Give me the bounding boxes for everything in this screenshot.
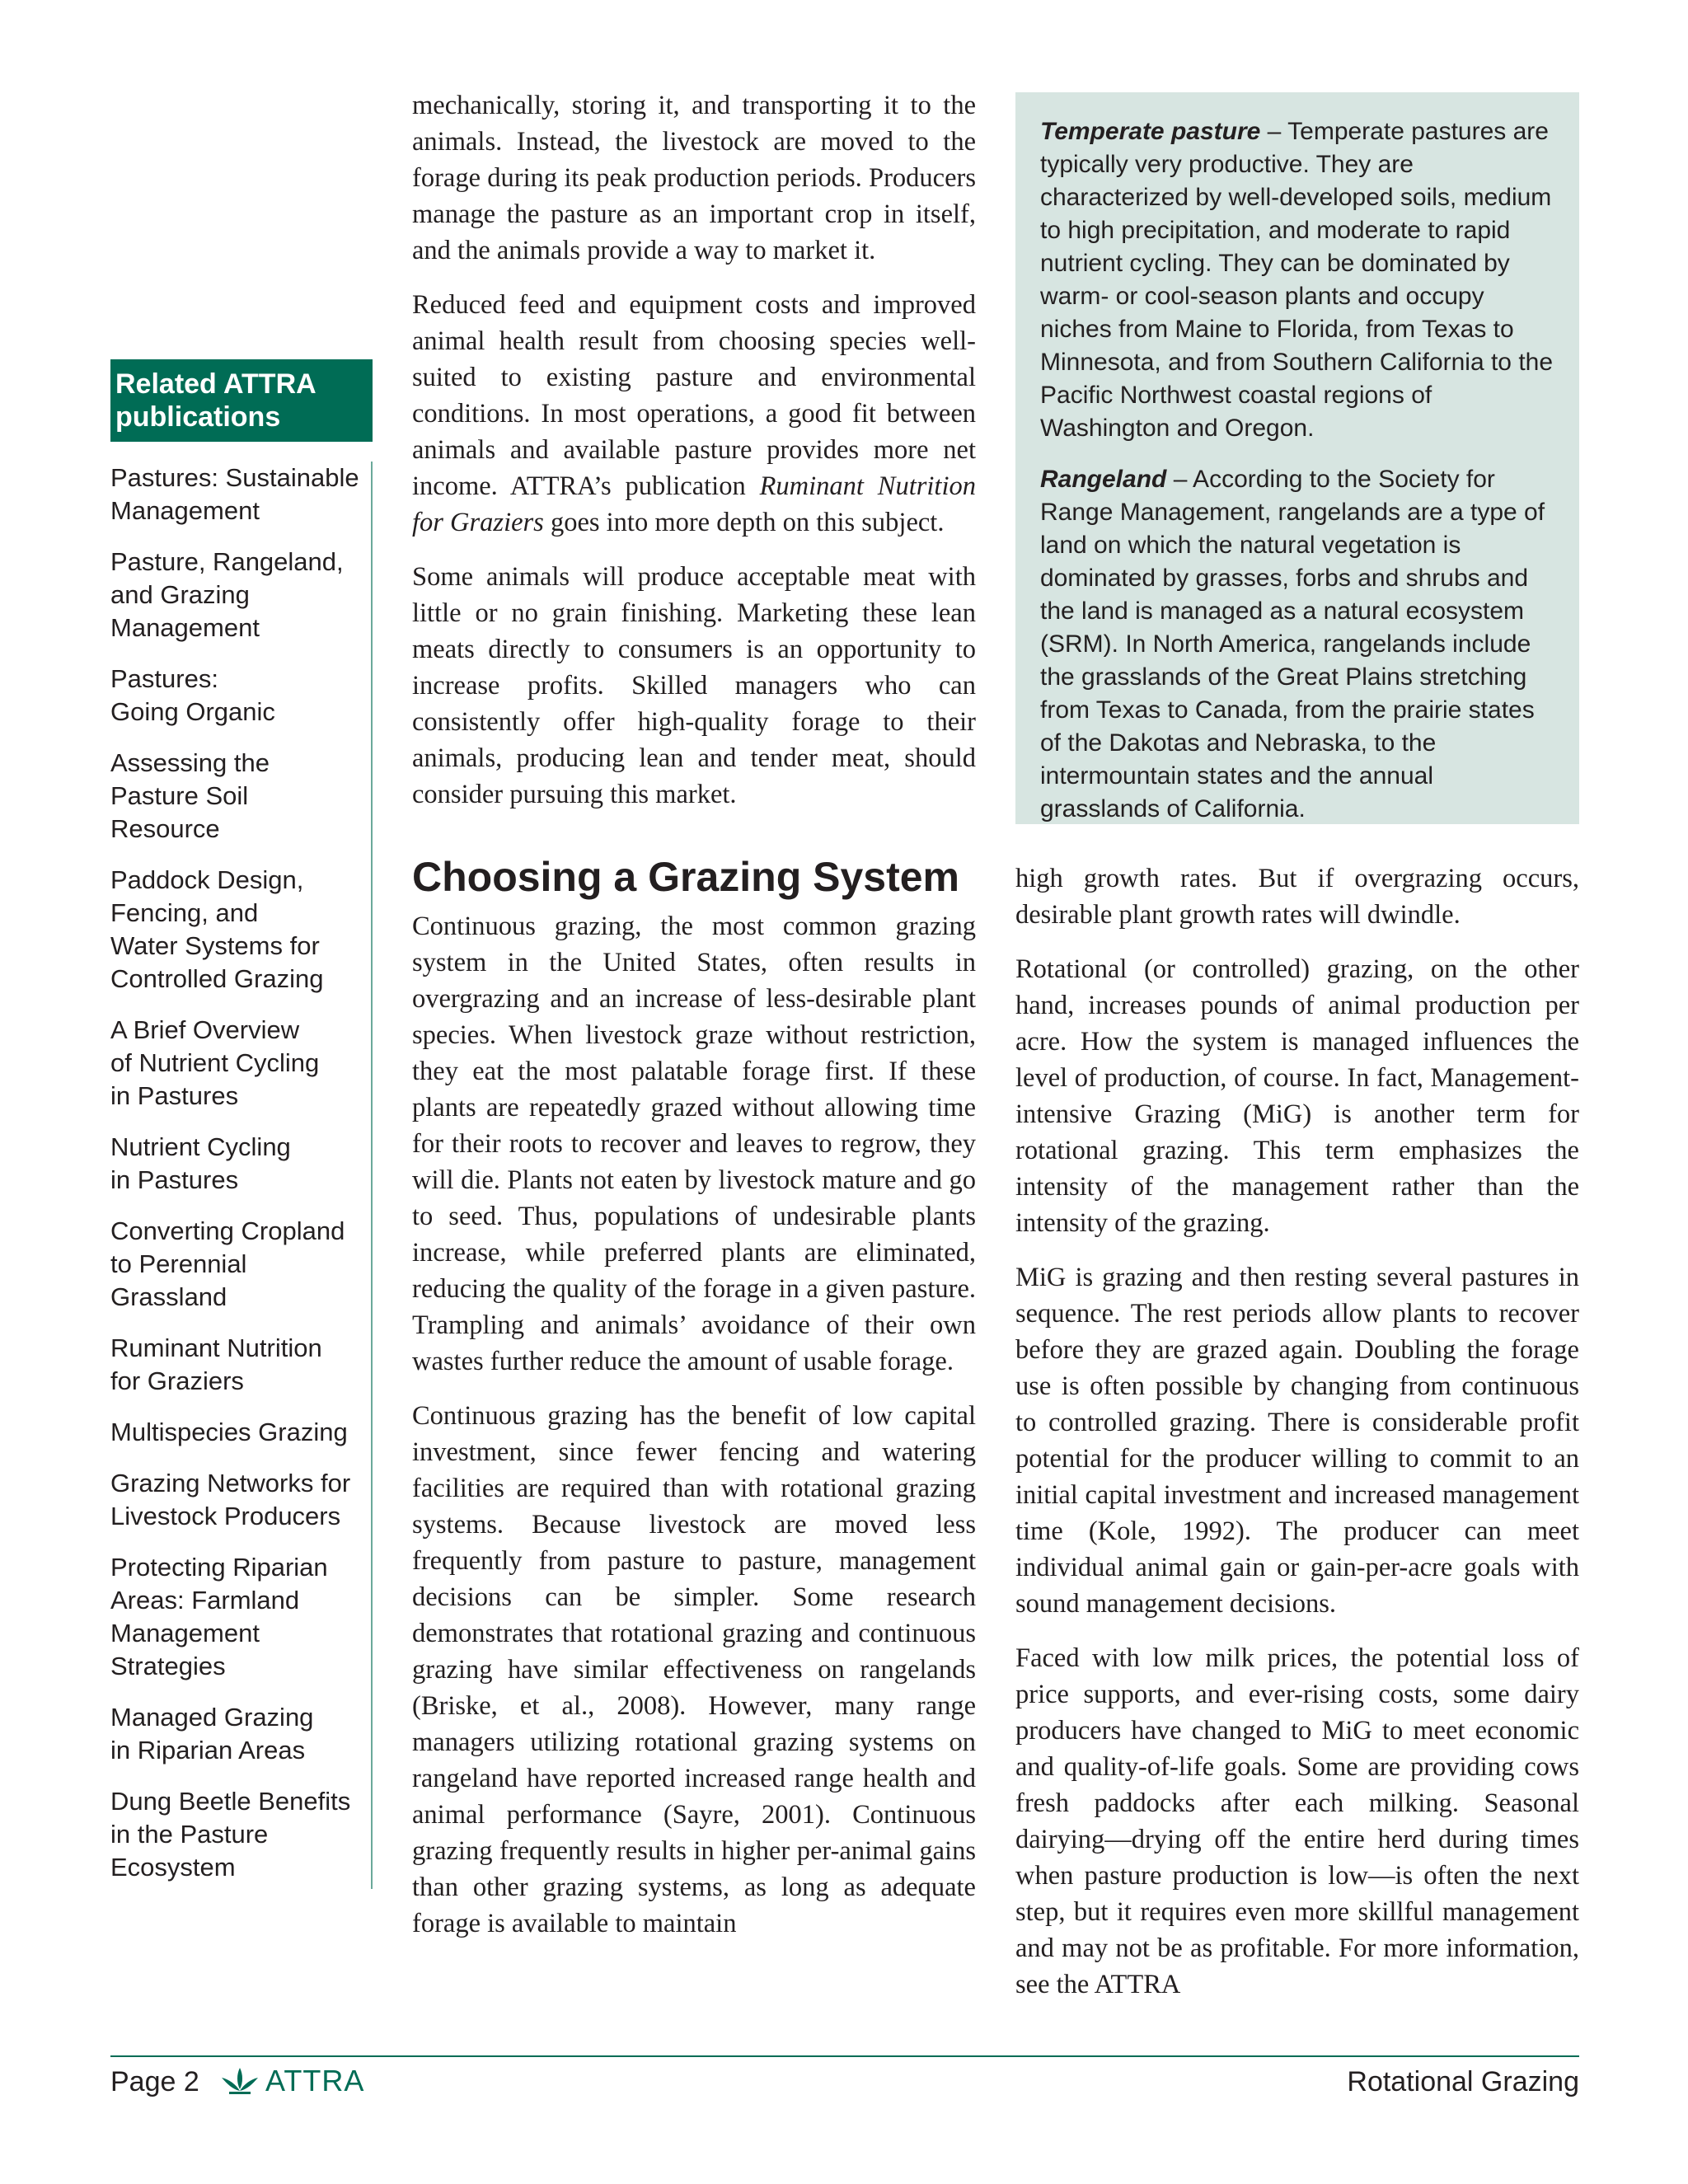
related-publication-item[interactable]: Managed Grazing in Riparian Areas bbox=[110, 1703, 314, 1765]
related-publication-item[interactable]: Ruminant Nutrition for Graziers bbox=[110, 1333, 322, 1395]
definition-term: Temperate pasture bbox=[1040, 118, 1261, 145]
body-paragraph: Continuous grazing, the most common grazing system in the United States, often results in overgrazing and an increase of less-desirable plant species. When livestock graze without restriction, they eat the most palatable forage first. If these plants are repeatedly grazed without allowing time for their roots to recover and leaves to regrow, they will die. Plants not eaten by livestock mature and go to seed. Thus, populations of undesirable plants increase, while preferred plants are eliminated, reducing the quality of the forage in a given pasture. Trampling and animals’ avoidance of their own wastes further reduce the amount of usable forage. bbox=[412, 912, 976, 1376]
sidebar-header: Related ATTRA publications bbox=[110, 359, 373, 442]
related-publication-item[interactable]: Multispecies Grazing bbox=[110, 1418, 348, 1446]
body-paragraph bbox=[412, 287, 976, 541]
page-number: Page 2 bbox=[110, 2066, 199, 2097]
section-heading: Choosing a Grazing System bbox=[412, 854, 960, 900]
body-paragraph: Some animals will produce acceptable meat with little or no grain finishing. Marketing these lean meats directly to consumers is an opportunity to increase profits. Skilled managers who can consistently offer high-quality forage to their animals, producing lean and tender meat, should consider pursuing this market. bbox=[412, 562, 976, 809]
related-publication-item[interactable]: Dung Beetle Benefits in the Pasture Ecosystem bbox=[110, 1787, 351, 1882]
brand-name: ATTRA bbox=[265, 2064, 365, 2097]
body-paragraph: MiG is grazing and then resting several pastures in sequence. The rest periods allow plants to recover before they are grazed again. Doubling the forage use is often possible by changing from continuous to controlled grazing. There is considerable profit potential for the producer willing to commit to an initial capital investment and increased management time (Kole, 1992). The producer can meet individual animal gain or gain-per-acre goals with sound management decisions. bbox=[1015, 1263, 1579, 1619]
definition-text: – Temperate pastures are typically very productive. They are characterized by well-developed soils, medium to high precipitation, and moderate to rapid nutrient cycling. They can be dominated by warm- or cool-season plants and occupy niches from Maine to Florida, from Texas to Minnesota, and from Southern California to the Pacific Northwest coastal regions of Washington and Oregon. bbox=[1040, 118, 1554, 442]
body-paragraph: Faced with low milk prices, the potential loss of price supports, and ever-rising costs, some dairy producers have changed to MiG to meet economic and quality-of-life goals. Some are providing cows fresh paddocks after each milking. Seasonal dairying—drying off the entire herd during times when pasture production is low—is often the next step, but it requires even more skillful management and may not be as profitable. For more information, see the ATTRA bbox=[1015, 1643, 1579, 1999]
leaf-icon bbox=[219, 2066, 260, 2096]
body-paragraph: high growth rates. But if overgrazing occurs, desirable plant growth rates will dwindle. bbox=[1015, 864, 1579, 930]
related-publication-item[interactable]: A Brief Overview of Nutrient Cycling in Pastures bbox=[110, 1015, 320, 1110]
related-publications-sidebar bbox=[110, 359, 373, 1889]
publication-title-italic: Ruminant Nutrition for Graziers bbox=[412, 471, 976, 537]
attra-logo bbox=[219, 2064, 364, 2097]
definitions-box bbox=[1015, 92, 1579, 824]
related-publication-item[interactable]: Grazing Networks for Livestock Producers bbox=[110, 1469, 351, 1530]
definition-text: – According to the Society for Range Management, rangelands are a type of land on which the natural vegetation is dominated by grasses, forbs and shrubs and the land is managed as a natural ecosystem (SRM). In North America, rangelands include the grasslands of the Great Plains stretching from Texas to Canada, from the prairie states of the Dakotas and Nebraska, to the intermountain states and the annual grasslands of California. bbox=[1040, 466, 1545, 823]
publication-title: Rotational Grazing bbox=[1347, 2066, 1579, 2097]
related-publication-item[interactable]: Nutrient Cycling in Pastures bbox=[110, 1132, 291, 1194]
body-paragraph: Rotational (or controlled) grazing, on the other hand, increases pounds of animal production per acre. How the system is managed influences the level of production, of course. In fact, Management-intensive Grazing (MiG) is another term for rotational grazing. This term emphasizes the intensity of the management rather than the intensity of the grazing. bbox=[1015, 954, 1579, 1238]
body-paragraph: mechanically, storing it, and transporting it to the animals. Instead, the livestock are moved to the forage during its peak production periods. Producers manage the pasture as an important crop in itself, and the animals provide a way to market it. bbox=[412, 91, 976, 265]
related-publication-item[interactable]: Assessing the Pasture Soil Resource bbox=[110, 748, 270, 843]
body-text: Reduced feed and equipment costs and improved animal health result from choosing species well-suited to existing pasture and environmental conditions. In most operations, a good fit between animals and available pasture provides more net income. ATTRA’s publication bbox=[412, 290, 976, 501]
related-publication-item[interactable]: Pastures: Sustainable Management bbox=[110, 463, 359, 525]
definition-term: Rangeland bbox=[1040, 466, 1167, 493]
middle-column bbox=[412, 87, 976, 1960]
related-publication-item[interactable]: Protecting Riparian Areas: Farmland Management Strategies bbox=[110, 1553, 328, 1680]
body-text: goes into more depth on this subject. bbox=[543, 508, 945, 537]
related-publication-item[interactable]: Converting Cropland to Perennial Grassland bbox=[110, 1216, 345, 1311]
related-publication-item[interactable]: Paddock Design, Fencing, and Water Systems for Controlled Grazing bbox=[110, 865, 324, 993]
body-paragraph: Continuous grazing has the benefit of low capital investment, since fewer fencing and watering facilities are required than with rotational grazing systems. Because livestock are moved less frequently from pasture to pasture, management decisions can be simpler. Some research demonstrates that rotational grazing and continuous grazing have similar effectiveness on rangelands (Briske, et al., 2008). However, many range managers utilizing rotational grazing systems on rangeland have reported increased range health and animal performance (Sayre, 2001). Continuous grazing frequently results in higher per-animal gains than other grazing systems, as long as adequate forage is available to maintain bbox=[412, 1401, 976, 1938]
related-publication-item[interactable]: Pasture, Rangeland, and Grazing Management bbox=[110, 547, 344, 642]
definition-temperate-pasture bbox=[1040, 115, 1556, 445]
footer-divider bbox=[110, 2055, 1579, 2057]
related-publication-item[interactable]: Pastures: Going Organic bbox=[110, 664, 275, 726]
sidebar-list bbox=[110, 462, 373, 1889]
right-column bbox=[1015, 860, 1579, 2021]
definition-rangeland bbox=[1040, 463, 1556, 826]
